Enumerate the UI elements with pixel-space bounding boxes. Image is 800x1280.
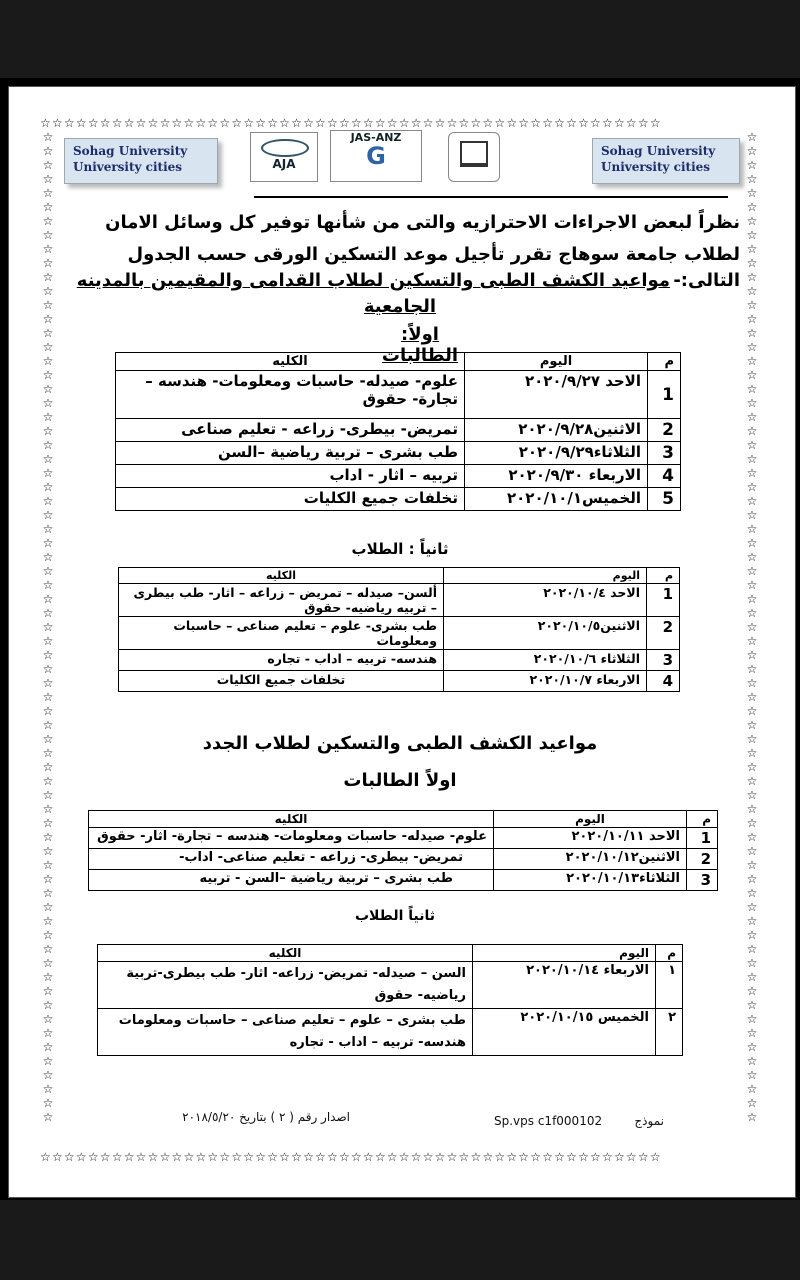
col-college-header: الكليه: [89, 811, 494, 828]
row-colleges: ألسن– صيدله – تمريض – زراعه – اثار- طب بيطرى – تربيه رياضيه- حقوق: [119, 584, 444, 617]
table-row: [119, 650, 680, 671]
section3-table: [88, 810, 718, 891]
row-colleges: طب بشرى- علوم – تعليم صناعى – حاسبات ومعلومات: [119, 617, 444, 650]
row-colleges: تمريض- بيطرى- زراعه - تعليم صناعى: [116, 419, 465, 442]
right-logo-line2: University cities: [601, 160, 711, 174]
row-colleges: تخلفات جميع الكليات: [119, 671, 444, 692]
row-day: الاثنين٢٠٢٠/١٠/٥: [444, 617, 647, 650]
jas-anz-logo: JAS-ANZ G: [330, 130, 422, 182]
bottom-bar: [0, 1200, 800, 1280]
row-index: ١: [656, 962, 683, 1009]
row-index: 2: [687, 849, 718, 870]
row-day: الاربعاء ٢٠٢٠/١٠/٧: [444, 671, 647, 692]
footer-issue: اصدار رقم ( ٢ ) بتاريخ ٢٠١٨/٥/٢٠: [182, 1110, 350, 1124]
right-university-logo: [592, 138, 740, 184]
right-logo-line1: Sohag University: [601, 144, 716, 158]
table-header-row: [98, 945, 683, 962]
row-day: الاثنين٢٠٢٠/١٠/١٢: [494, 849, 687, 870]
col-index-header: م: [656, 945, 683, 962]
university-building-logo: [448, 132, 500, 182]
aja-logo: [250, 132, 318, 182]
row-colleges: علوم- صيدله- حاسبات ومعلومات- هندسه – تجارة- حقوق: [116, 371, 465, 419]
section1-title: اولاً: الطالبات: [381, 324, 459, 366]
col-index-header: م: [648, 353, 681, 371]
col-day-header: اليوم: [465, 353, 648, 371]
row-index: 3: [647, 650, 680, 671]
table-header-row: [119, 568, 680, 584]
col-index-header: م: [647, 568, 680, 584]
table-row: [116, 442, 681, 465]
left-logo-line1: Sohag University: [73, 144, 188, 158]
table-row: [116, 371, 681, 419]
star-border-right: ☆☆☆☆☆☆☆☆☆☆☆☆☆☆☆☆☆☆☆☆☆☆☆☆☆☆☆☆☆☆☆☆☆☆☆☆☆☆☆☆☆☆☆☆☆☆☆☆☆☆☆☆☆☆☆☆☆☆☆☆☆☆☆☆☆☆☆☆☆☆☆: [746, 130, 758, 1124]
table-row: [89, 849, 718, 870]
section2-title: ثانياً : الطلاب: [351, 540, 449, 558]
col-day-header: اليوم: [473, 945, 656, 962]
row-day: الاربعاء ٢٠٢٠/١٠/١٤: [473, 962, 656, 1009]
row-index: 2: [647, 617, 680, 650]
row-colleges: طب بشرى – تربية رياضية –السن: [116, 442, 465, 465]
footer-model-code: Sp.vps c1f000102: [494, 1114, 603, 1128]
table-row: [116, 419, 681, 442]
table-row: [89, 870, 718, 891]
row-index: 3: [648, 442, 681, 465]
row-index: ٢: [656, 1009, 683, 1056]
intro-line-4: الجامعية: [363, 296, 437, 317]
row-index: 1: [647, 584, 680, 617]
header-divider: [254, 196, 728, 198]
row-index: 2: [648, 419, 681, 442]
star-border-left: ☆☆☆☆☆☆☆☆☆☆☆☆☆☆☆☆☆☆☆☆☆☆☆☆☆☆☆☆☆☆☆☆☆☆☆☆☆☆☆☆☆☆☆☆☆☆☆☆☆☆☆☆☆☆☆☆☆☆☆☆☆☆☆☆☆☆☆☆☆☆☆: [42, 130, 54, 1124]
row-day: الاحد ٢٠٢٠/١٠/١١: [494, 828, 687, 849]
row-colleges: علوم- صيدله- حاسبات ومعلومات- هندسه – تجارة- اثار- حقوق: [89, 828, 494, 849]
table-row: [98, 1009, 683, 1056]
section2-table: [118, 567, 680, 692]
row-day: الاربعاء ٢٠٢٠/٩/٣٠: [465, 465, 648, 488]
row-day: الثلاثاء ٢٠٢٠/١٠/٦: [444, 650, 647, 671]
section4-title: ثانياً الطلاب: [354, 908, 435, 924]
section1-table: [115, 352, 681, 511]
row-colleges: تمريض- بيطرى- زراعه - تعليم صناعى- اداب-: [89, 849, 494, 870]
table-row: [119, 617, 680, 650]
section3-title: اولاً الطالبات: [343, 770, 457, 791]
top-bar: [0, 0, 800, 78]
aja-logo-text: AJA: [272, 157, 296, 171]
col-day-header: اليوم: [494, 811, 687, 828]
row-colleges: السن – صيدله- تمريض- زراعه- اثار- طب بيطرى-تربية رياضيه- حقوق: [98, 962, 473, 1009]
row-index: 3: [687, 870, 718, 891]
row-index: 4: [648, 465, 681, 488]
intro-line-3: مواعيد الكشف الطبى والتسكين لطلاب القدامى والمقيمين بالمدينه: [76, 270, 670, 291]
table-header-row: [116, 353, 681, 371]
row-day: الاحد ٢٠٢٠/١٠/٤: [444, 584, 647, 617]
row-colleges: تخلفات جميع الكليات: [116, 488, 465, 511]
intro-line-1: نظراً لبعض الاجراءات الاحترازيه والتى من شأنها توفير كل وسائل الامان: [105, 212, 740, 233]
table-row: [89, 828, 718, 849]
row-colleges: هندسه- تربيه – اداب - تجاره: [119, 650, 444, 671]
row-index: 5: [648, 488, 681, 511]
new-students-heading: مواعيد الكشف الطبى والتسكين لطلاب الجدد: [202, 733, 598, 754]
intro-line-2: لطلاب جامعة سوهاج تقرر تأجيل موعد التسكين الورقى حسب الجدول التالى:-: [127, 244, 740, 291]
row-index: 1: [648, 371, 681, 419]
footer-model-label: نموذج: [634, 1114, 664, 1128]
left-university-logo: [64, 138, 218, 184]
row-day: الثلاثاء٢٠٢٠/٩/٢٩: [465, 442, 648, 465]
row-day: الخميس ٢٠٢٠/١٠/١٥: [473, 1009, 656, 1056]
table-header-row: [89, 811, 718, 828]
row-index: 1: [687, 828, 718, 849]
section4-table: [97, 944, 683, 1056]
jas-anz-text: JAS-ANZ: [350, 131, 402, 144]
row-day: الاحد ٢٠٢٠/٩/٢٧: [465, 371, 648, 419]
row-day: الثلاثاء٢٠٢٠/١٠/١٣: [494, 870, 687, 891]
row-index: 4: [647, 671, 680, 692]
table-row: [116, 465, 681, 488]
table-row: [119, 671, 680, 692]
left-logo-line2: University cities: [73, 160, 183, 174]
col-college-header: الكليه: [98, 945, 473, 962]
table-row: [116, 488, 681, 511]
row-day: الاثنين٢٠٢٠/٩/٢٨: [465, 419, 648, 442]
row-day: الخميس٢٠٢٠/١٠/١: [465, 488, 648, 511]
col-college-header: الكليه: [116, 353, 465, 371]
star-border-bottom: ☆☆☆☆☆☆☆☆☆☆☆☆☆☆☆☆☆☆☆☆☆☆☆☆☆☆☆☆☆☆☆☆☆☆☆☆☆☆☆☆☆☆☆☆☆☆☆☆☆☆☆☆: [40, 1150, 662, 1164]
star-border-top: ☆☆☆☆☆☆☆☆☆☆☆☆☆☆☆☆☆☆☆☆☆☆☆☆☆☆☆☆☆☆☆☆☆☆☆☆☆☆☆☆☆☆☆☆☆☆☆☆☆☆☆☆: [40, 116, 662, 130]
row-colleges: تربيه – اثار - اداب: [116, 465, 465, 488]
row-colleges: طب بشرى – تربية رياضية –السن - تربيه: [89, 870, 494, 891]
col-day-header: اليوم: [444, 568, 647, 584]
table-row: [98, 962, 683, 1009]
table-row: [119, 584, 680, 617]
col-index-header: م: [687, 811, 718, 828]
col-college-header: الكليه: [119, 568, 444, 584]
row-colleges: طب بشرى – علوم – تعليم صناعى – حاسبات ومعلومات هندسه- تربيه – اداب - تجاره: [98, 1009, 473, 1056]
